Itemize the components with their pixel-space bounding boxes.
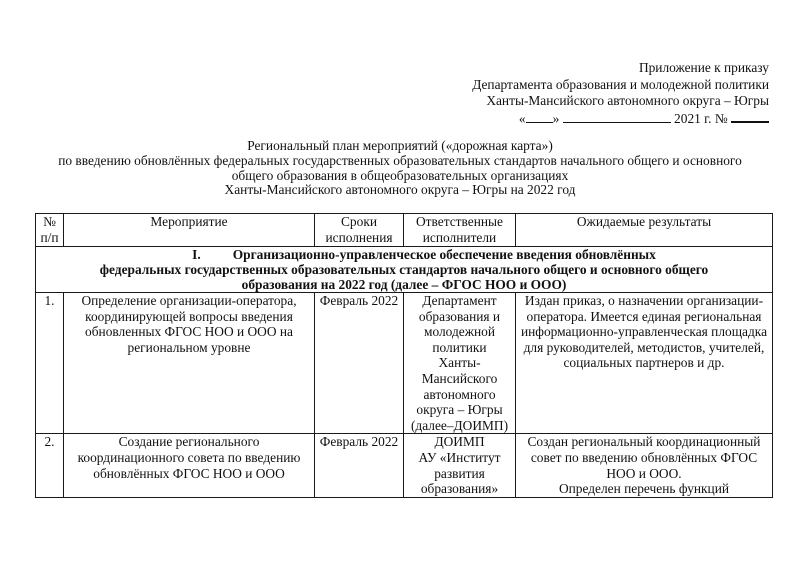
order-number-blank: [731, 110, 769, 123]
appendix-line-2: Департамента образования и молодежной политики: [472, 76, 769, 92]
day-blank: [526, 111, 553, 123]
row-event: Определение организации-оператора, координирующей вопросы введения обновленных ФГОС НОО и ООО на региональном уровне: [64, 293, 315, 434]
table-header-row: [36, 214, 773, 247]
row-responsible: ДОИМП АУ «Институт развития образования»: [404, 434, 516, 497]
title-line-4: Ханты-Мансийского автономного округа – Югры на 2022 год: [224, 182, 576, 198]
appendix-block: [472, 60, 769, 127]
title-line-2: по введению обновлённых федеральных государственных образовательных стандартов начального общего и основного: [58, 152, 742, 168]
header-num: № п/п: [36, 214, 64, 247]
section-heading: [36, 247, 773, 293]
year-number-label: 2021 г. №: [674, 110, 728, 126]
plan-title: [0, 139, 800, 198]
row-number: 2.: [36, 434, 64, 497]
table-row: [36, 293, 773, 434]
quote-close: »: [552, 110, 560, 126]
title-line-3: общего образования в общеобразовательных организациях: [231, 167, 569, 183]
row-term: Февраль 2022: [315, 293, 404, 434]
row-number: 1.: [36, 293, 64, 434]
appendix-line-1: Приложение к приказу: [638, 60, 769, 75]
section-line-2: федеральных государственных образовательных стандартов начального общего и основного общего: [99, 262, 709, 277]
row-event: Создание регионального координационного совета по введению обновлённых ФГОС НОО и ООО: [64, 434, 315, 497]
row-responsible: Департамент образования и молодежной политики Ханты- Мансийского автономного округа – Югры (далее–ДОИМП): [404, 293, 516, 434]
header-result: Ожидаемые результаты: [516, 214, 773, 247]
header-responsible: Ответственные исполнители: [404, 214, 516, 247]
section-roman-numeral: I.: [192, 247, 201, 262]
title-line-1: Региональный план мероприятий («дорожная карта»): [247, 138, 553, 153]
section-line-1: Организационно-управленческое обеспечение введения обновлённых: [232, 247, 656, 262]
row-result: Создан региональный координационный совет по введению обновлённых ФГОС НОО и ООО. Определен перечень функций: [516, 434, 773, 497]
quote-open: «: [518, 110, 526, 126]
row-term: Февраль 2022: [315, 434, 404, 497]
appendix-date-line: [472, 110, 769, 128]
header-term: Сроки исполнения: [315, 214, 404, 247]
table-row: [36, 434, 773, 497]
row-result: Издан приказ, о назначении организации- оператора. Имеется единая региональная информационно-управленческая площадка для руководителей, методистов, учителей, социальных партнеров и др.: [516, 293, 773, 434]
roadmap-table: [35, 213, 773, 498]
header-event: Мероприятие: [64, 214, 315, 247]
section-line-3: образования на 2022 год (далее – ФГОС НОО и ООО): [241, 277, 567, 292]
section-row: [36, 247, 773, 293]
appendix-line-3: Ханты-Мансийского автономного округа – Югры: [486, 93, 769, 109]
month-blank: [563, 111, 671, 123]
